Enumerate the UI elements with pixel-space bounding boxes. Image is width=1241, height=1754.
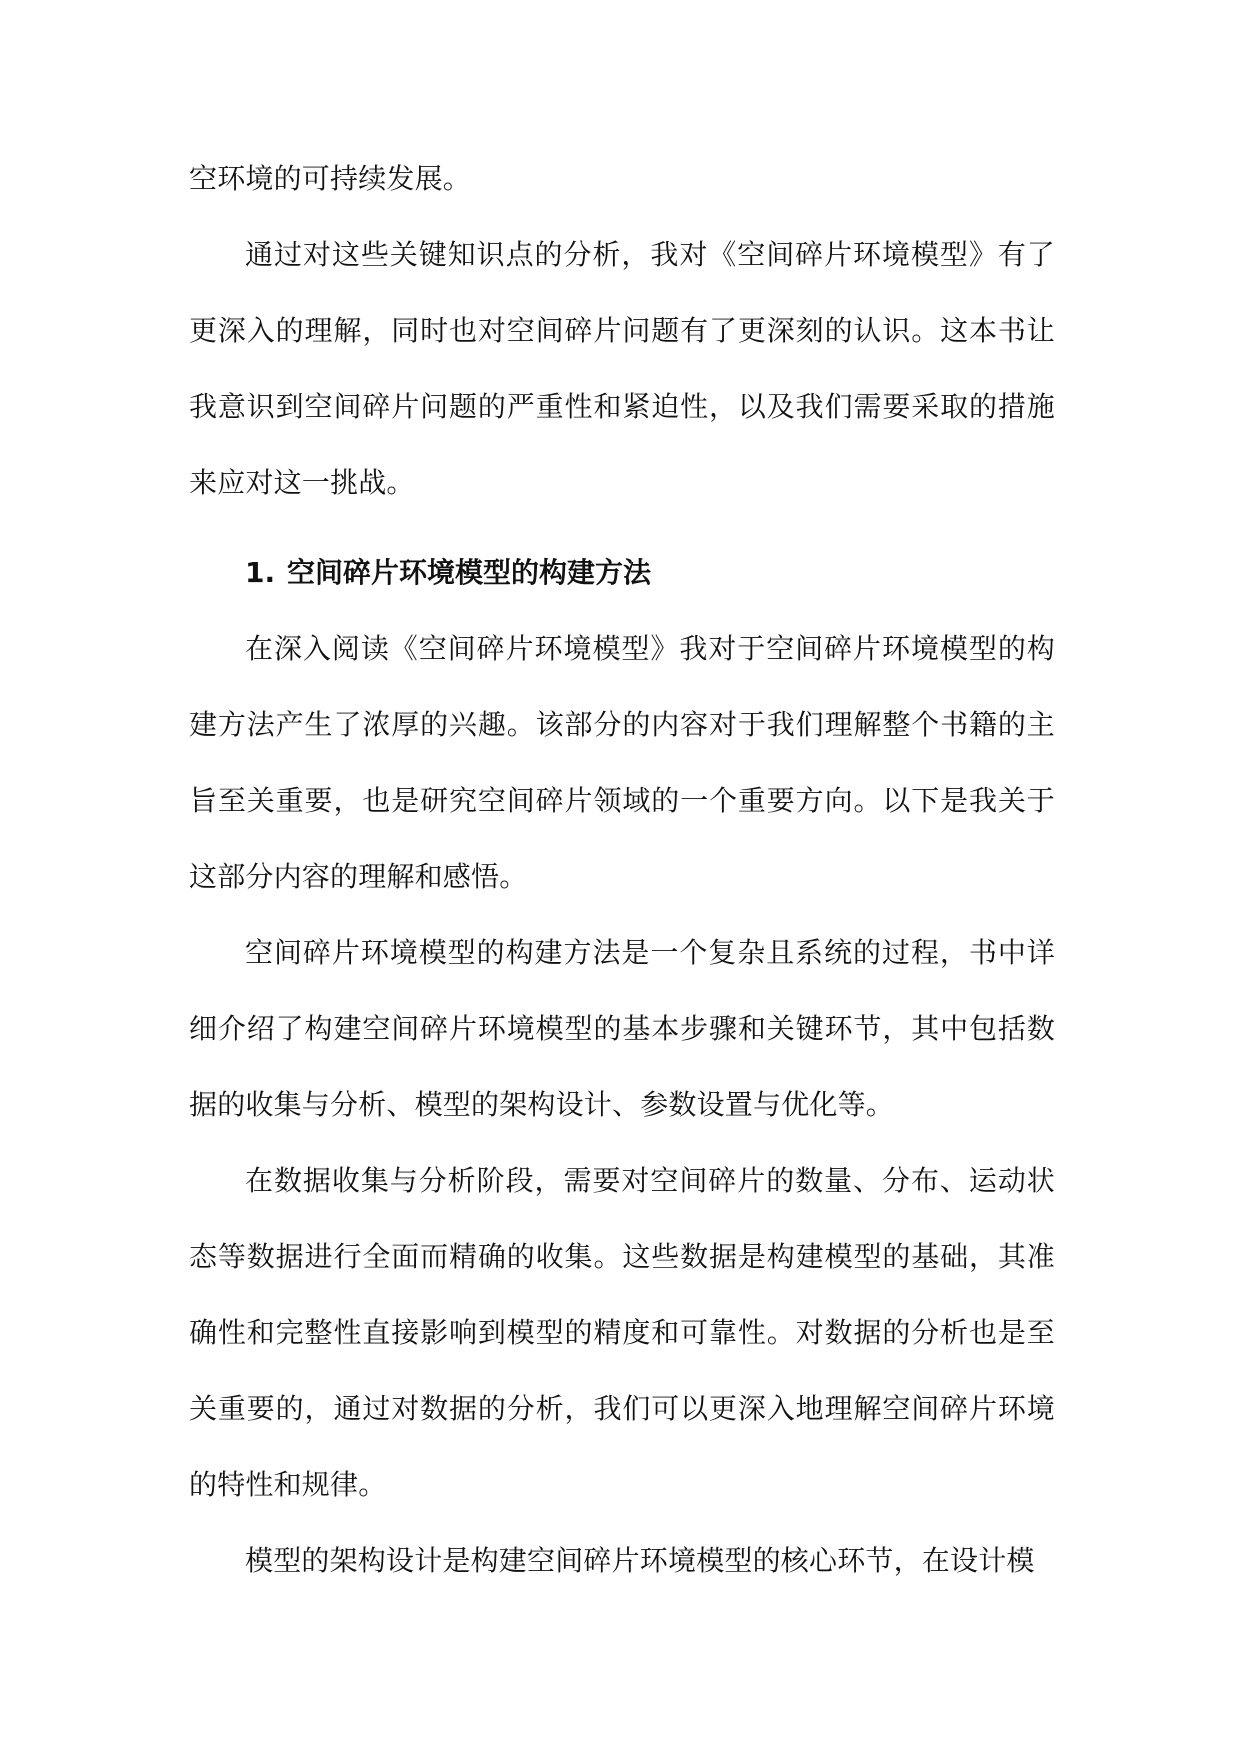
section-heading [189, 535, 1055, 611]
document-body [189, 141, 1055, 1599]
paragraph-analysis-summary: 通过对这些关键知识点的分析，我对《空间碎片环境模型》有了更深入的理解，同时也对空间碎片问题有了更深刻的认识。这本书让我意识到空间碎片问题的严重性和紧迫性，以及我们需要采取的措施来应对这一挑战。 [189, 238, 1055, 499]
paragraph-intro: 在深入阅读《空间碎片环境模型》我对于空间碎片环境模型的构建方法产生了浓厚的兴趣。该部分的内容对于我们理解整个书籍的主旨至关重要，也是研究空间碎片领域的一个重要方向。以下是我关于这部分内容的理解和感悟。 [189, 632, 1055, 893]
paragraph-data-collection: 在数据收集与分析阶段，需要对空间碎片的数量、分布、运动状态等数据进行全面而精确的收集。这些数据是构建模型的基础，其准确性和完整性直接影响到模型的精度和可靠性。对数据的分析也是至关重要的，通过对数据的分析，我们可以更深入地理解空间碎片环境的特性和规律。 [189, 1164, 1055, 1501]
section-title: 空间碎片环境模型的构建方法 [287, 556, 652, 589]
paragraph-continuation: 空环境的可持续发展。 [189, 162, 472, 195]
paragraph-architecture: 模型的架构设计是构建空间碎片环境模型的核心环节，在设计模 [245, 1544, 1035, 1577]
section-number: 1. [245, 556, 276, 589]
paragraph-method-overview: 空间碎片环境模型的构建方法是一个复杂且系统的过程，书中详细介绍了构建空间碎片环境模型的基本步骤和关键环节，其中包括数据的收集与分析、模型的架构设计、参数设置与优化等。 [189, 936, 1055, 1121]
